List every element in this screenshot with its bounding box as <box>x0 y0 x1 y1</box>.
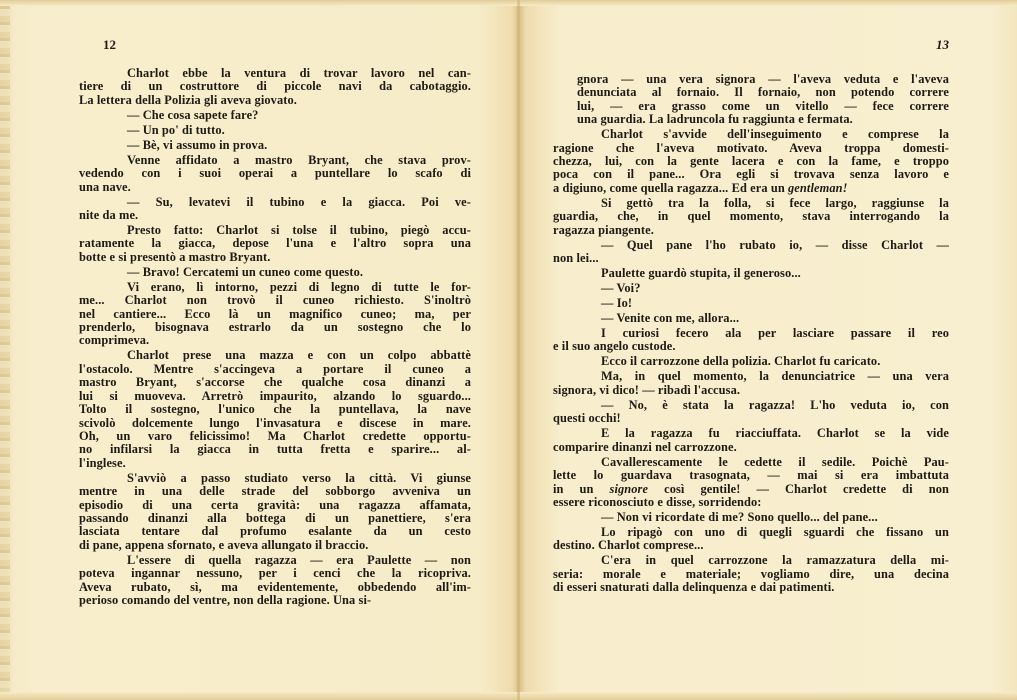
text-line: E la ragazza fu riacciuffata. Charlot se la vide <box>601 426 949 441</box>
text-line: chezza, lui, con la gente lacera e con la fame, e troppo <box>553 154 949 169</box>
text-line: passando dinanzi alla bottega di un panettiere, s'era <box>79 510 471 525</box>
paragraph <box>553 553 949 595</box>
text-line: — No, è stata la ragazza! L'ho veduta io, con <box>601 397 949 412</box>
text-line: lui si muoveva. Arretrò impaurito, alzando lo sguardo... <box>79 388 471 403</box>
text-line: ragione che l'aveva motivato. Aveva troppa domesti- <box>553 140 949 155</box>
paragraph <box>553 426 949 454</box>
text-line: — Non vi ricordate di me? Sono quello... del pane... <box>601 509 878 524</box>
text-line: mentre in una delle strade del sobborgo avveniva un <box>79 484 471 499</box>
paragraph <box>553 397 949 426</box>
text-line: Charlot s'avvide dell'inseguimento e comprese la <box>601 127 949 142</box>
text-line: destino. Charlot comprese... <box>553 538 704 553</box>
text-line: — Venite con me, allora... <box>601 311 740 326</box>
page-number-right: 13 <box>936 37 949 52</box>
paragraph <box>79 66 471 107</box>
text-line: Oh, un varo felicissimo! Ma Charlot credette opportu- <box>79 428 471 443</box>
text-line: e il suo angelo custode. <box>553 339 676 354</box>
text-line: di pane, appena sfornato, e aveva allungato il braccio. <box>79 537 369 552</box>
text-line: I curiosi fecero ala per lasciare passare il reo <box>601 326 949 341</box>
paragraph <box>577 267 949 280</box>
page-edge-left <box>0 0 10 700</box>
text-line: ragazza piangente. <box>553 222 654 237</box>
paragraph <box>577 73 949 127</box>
text-line: me... Charlot non trovò il cuneo richiesto. S'inoltrò <box>79 293 471 308</box>
text-line: poca con il pane... Ora egli si trovava senza lavoro e <box>553 167 949 182</box>
text-line: Vi erano, lì intorno, pezzi di legno di tutte le for- <box>127 279 471 294</box>
paragraph <box>553 454 949 510</box>
text-line: l'inglese. <box>79 455 126 470</box>
page-number-left: 12 <box>103 37 116 52</box>
paragraph <box>553 237 949 266</box>
text-line: Charlot prese una mazza e con un colpo abbattè <box>127 348 471 363</box>
text-line: botte e si presentò a mastro Bryant. <box>79 249 271 264</box>
paragraph <box>577 312 949 325</box>
text-line: di esseri snaturati dalla delinquenza e dai patimenti. <box>553 580 835 595</box>
text-line: Paulette guardò stupita, il generoso... <box>601 266 801 281</box>
paragraph <box>103 109 471 122</box>
text-line: Lo ripagò con uno di quegli sguardi che fissano un <box>601 524 949 539</box>
left-page <box>79 0 471 700</box>
text-line: una nave. <box>79 179 131 194</box>
text-line: questi occhi! <box>553 411 621 426</box>
paragraph <box>79 279 471 348</box>
text-line: — Bravo! Cercatemi un cuneo come questo. <box>127 264 364 279</box>
text-line: Charlot ebbe la ventura di trovar lavoro nel can- <box>127 66 471 80</box>
text-line: Aveva rubato, sì, ma evidentemente, obbedendo all'im- <box>79 579 471 594</box>
text-line: ratamente la giacca, depose l'una e l'altro sopra una <box>79 236 471 251</box>
text-line: La lettera della Polizia gli aveva giovato. <box>79 92 297 107</box>
text-line: prenderlo, bisognava estrarlo da un sostegno che lo <box>79 320 471 335</box>
text-line: lasciata tentare dal profumo esalante da un cesto <box>79 524 471 539</box>
text-line: in un signore così gentile! — Charlot credette di non <box>553 481 949 496</box>
paragraph <box>79 223 471 264</box>
paragraph <box>79 348 471 470</box>
text-line: nel cantiere... Ecco là un magnifico cuneo; ma, per <box>79 306 471 321</box>
text-line: — Su, levatevi il tubino e la giacca. Poi ve- <box>127 194 471 209</box>
paragraph <box>79 552 471 608</box>
text-line: nite da me. <box>79 208 139 223</box>
text-line: lui, — era grasso come un vitello — fece correre <box>577 98 949 113</box>
text-line: poteva ingannar nessuno, per i cenci che la ricopriva. <box>79 566 471 581</box>
text-line: — Voi? <box>601 281 641 296</box>
paragraph <box>103 124 471 137</box>
paragraph <box>553 524 949 553</box>
text-line: signora, vi dico! — ribadì l'accusa. <box>553 382 741 397</box>
text-line: Presto fatto: Charlot si tolse il tubino, piegò accu- <box>127 223 471 238</box>
paragraph <box>79 152 471 194</box>
text-line: non lei... <box>553 251 599 266</box>
paragraph <box>553 326 949 354</box>
text-line: seria: morale e materiale; vogliamo dire, una decina <box>553 566 949 581</box>
paragraph <box>553 127 949 195</box>
text-line: gnora — una vera signora — l'aveva veduta e l'aveva <box>577 72 949 86</box>
text-line: — Bè, vi assumo in prova. <box>127 137 268 152</box>
paragraph <box>79 194 471 223</box>
right-page-body <box>553 72 949 596</box>
text-line: perioso comando del ventre, non della ragione. Una si- <box>79 592 372 607</box>
text-line: Si gettò tra la folla, si fece largo, raggiunse la <box>601 195 949 210</box>
text-line: guardia, che, in quel momento, stava interrogando la <box>553 209 949 224</box>
text-line: S'avviò a passo studiato verso la città. Vi giunse <box>127 470 471 485</box>
text-line: l'ostacolo. Mentre s'accingeva a portare il cuneo a <box>79 361 471 376</box>
text-line: lette lo guardava trasognata, — mai si era imbattuta <box>553 468 949 483</box>
text-line: — Quel pane l'ho rubato io, — disse Charlot — <box>601 237 949 252</box>
text-line: — Un po' di tutto. <box>127 122 225 137</box>
text-line: Venne affidato a mastro Bryant, che stava prov- <box>127 152 471 167</box>
text-line: Ma, in quel momento, la denunciatrice — una vera <box>601 369 949 384</box>
text-line: Ecco il carrozzone della polizia. Charlot fu caricato. <box>601 354 881 369</box>
text-line: comparire dinanzi nel carrozzone. <box>553 439 737 454</box>
text-line: C'era in quel carrozzone la ramazzatura della mi- <box>601 553 949 568</box>
paragraph <box>553 369 949 397</box>
paragraph <box>577 297 949 310</box>
book-gutter <box>517 0 520 700</box>
text-line: — Io! <box>601 296 633 311</box>
text-line: una guardia. La ladruncola fu raggiunta e fermata. <box>577 112 853 127</box>
right-page <box>553 0 949 700</box>
text-line: no infilarsi la giacca in tutta fretta e sparire... al- <box>79 442 471 457</box>
paragraph <box>577 282 949 295</box>
paragraph <box>553 195 949 237</box>
text-line: a digiuno, come quella ragazza... Ed era un gentleman! <box>553 180 848 195</box>
paragraph <box>103 139 471 152</box>
text-line: episodio di una certa gravità: una ragazza affamata, <box>79 497 471 512</box>
paragraph <box>103 266 471 279</box>
text-line: L'essere di quella ragazza — era Paulette — non <box>127 552 471 567</box>
text-line: denunciata al fornaio. Il fornaio, non potendo correre <box>577 85 949 100</box>
text-line: — Che cosa sapete fare? <box>127 107 259 122</box>
text-line: mastro Bryant, s'accorse che qualche cosa dinanzi a <box>79 375 471 390</box>
text-line: essere riconosciuto e disse, sorridendo: <box>553 494 762 509</box>
left-page-body <box>79 66 471 609</box>
paragraph <box>577 355 949 368</box>
text-line: scivolò dolcemente lungo l'invasatura e discese in mare. <box>79 415 471 430</box>
text-line: Tolto il sostegno, l'unico che la puntellava, la nave <box>79 402 471 417</box>
paragraph <box>577 511 949 524</box>
text-line: Cavallerescamente le cedette il sedile. Poichè Pau- <box>601 454 949 469</box>
text-line: vedendo con i suoi operai a puntellare lo scafo di <box>79 166 471 181</box>
text-line: tiere di un costruttore di piccole navi da cabotaggio. <box>79 79 471 94</box>
text-line: comprimeva. <box>79 333 150 348</box>
paragraph <box>79 470 471 552</box>
